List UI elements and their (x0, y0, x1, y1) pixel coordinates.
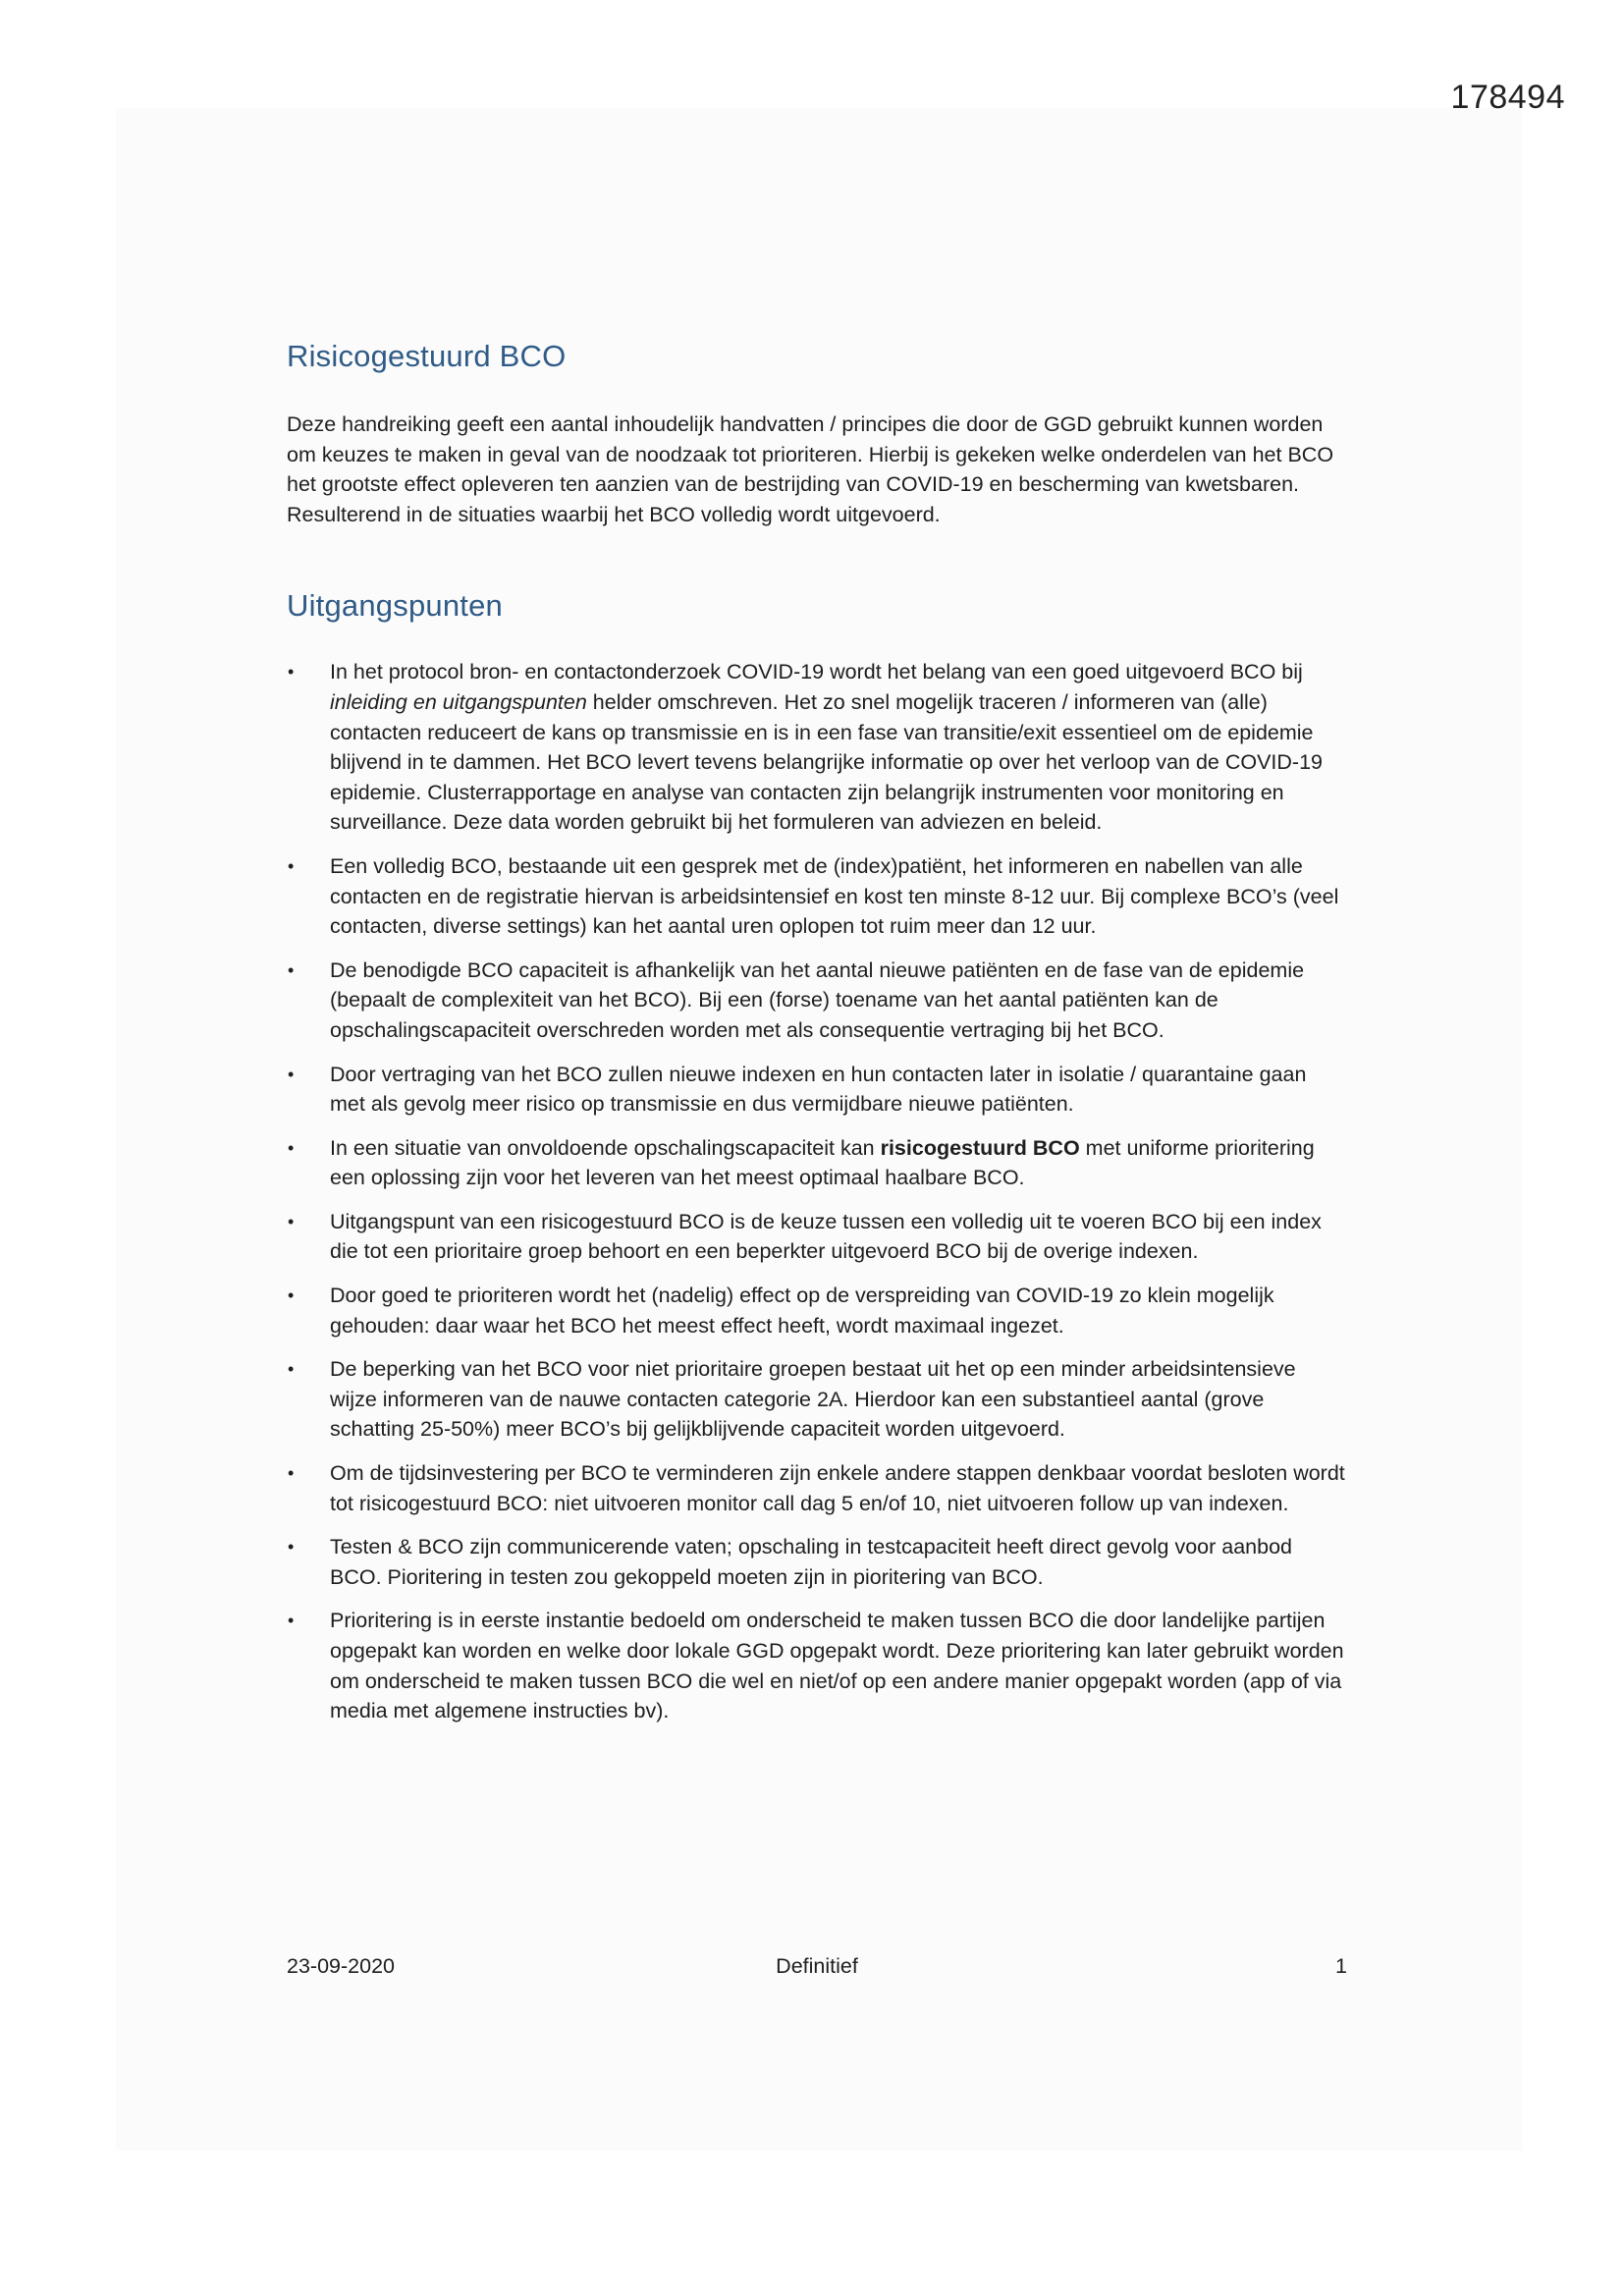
bullet-text: Een volledig BCO, bestaande uit een gesprek met de (index)patiënt, het informeren en nabellen van alle contacten en de registratie hiervan is arbeidsintensief en kost ten minste 8-12 uur. Bij complexe BCO’s (veel contacten, diverse settings) kan het aantal uren oplopen tot ruim meer dan 12 uur. (330, 853, 1339, 939)
bullet-text: In een situatie van onvoldoende opschalingscapaciteit kan (330, 1135, 881, 1160)
bullet-text: Testen & BCO zijn communicerende vaten; opschaling in testcapaciteit heeft direct gevolg voor aanbod BCO. Pioritering in testen zou gekoppeld moeten zijn in pioritering van BCO. (330, 1535, 1293, 1589)
footer-status: Definitief (776, 1954, 858, 1978)
bullet-icon: • (288, 1611, 295, 1631)
footer-date: 23-09-2020 (287, 1954, 395, 1978)
heading-risicogestuurd-bco: Risicogestuurd BCO (287, 339, 567, 373)
list-item (287, 956, 1347, 1046)
list-item (287, 1133, 1347, 1193)
bullet-icon: • (288, 1537, 295, 1558)
document-id: 178494 (1450, 79, 1565, 116)
list-item (287, 1354, 1347, 1445)
bullet-icon: • (288, 1285, 295, 1306)
bullet-icon: • (288, 1137, 295, 1158)
bullet-text: Door goed te prioriteren wordt het (nadelig) effect op de verspreiding van COVID-19 zo klein mogelijk gehouden: daar waar het BCO het meest effect heeft, wordt maximaal ingezet. (330, 1284, 1274, 1338)
bullet-icon: • (288, 662, 295, 683)
list-item (287, 851, 1347, 942)
bullet-text: met uniforme prioritering een oplossing zijn voor het leveren van het meest optimaal haalbare BCO. (330, 1135, 1315, 1190)
list-item (287, 1060, 1347, 1120)
list-item (287, 1281, 1347, 1340)
bullet-text: Prioritering is in eerste instantie bedoeld om onderscheid te maken tussen BCO die door landelijke partijen opgepakt kan worden en welke door lokale GGD opgepakt wordt. Deze prioritering kan later gebruikt worden om onderscheid te maken tussen BCO die wel en niet/of op een andere manier opgepakt worden (app of via media met algemene instructies bv). (330, 1609, 1344, 1723)
bullet-text: Door vertraging van het BCO zullen nieuwe indexen en hun contacten later in isolatie / quarantaine gaan met als gevolg meer risico op transmissie en dus vermijdbare nieuwe patiënten. (330, 1062, 1307, 1117)
bullet-emphasis: inleiding en uitgangspunten (330, 689, 587, 714)
bullet-list (287, 657, 1347, 1725)
intro-paragraph: Deze handreiking geeft een aantal inhoudelijk handvatten / principes die door de GGD gebruikt kunnen worden om keuzes te maken in geval van de noodzaak tot prioriteren. Hierbij is gekeken welke onderdelen van het BCO het grootste effect opleveren ten aanzien van de bestrijding van COVID-19 en bescherming van kwetsbaren. Resulterend in de situaties waarbij het BCO volledig wordt uitgevoerd. (287, 412, 1334, 526)
list-item (287, 657, 1347, 838)
bullet-text: Om de tijdsinvestering per BCO te verminderen zijn enkele andere stappen denkbaar voordat besloten wordt tot risicogestuurd BCO: niet uitvoeren monitor call dag 5 en/of 10, niet uitvoeren follow up van indexen. (330, 1461, 1345, 1515)
bullet-icon: • (288, 959, 295, 980)
bullet-icon: • (288, 1359, 295, 1380)
bullet-text: Uitgangspunt van een risicogestuurd BCO is de keuze tussen een volledig uit te voeren BCO bij een index die tot een prioritaire groep behoort en een beperkter uitgevoerd BCO bij de overige indexen. (330, 1209, 1322, 1264)
footer-page-number: 1 (1335, 1954, 1347, 1978)
bullet-icon: • (288, 1463, 295, 1484)
list-item (287, 1532, 1347, 1592)
bullet-icon: • (288, 855, 295, 876)
bullet-text: De benodigde BCO capaciteit is afhankelijk van het aantal nieuwe patiënten en de fase van de epidemie (bepaalt de complexiteit van het BCO). Bij een (forse) toename van het aantal patiënten kan de opschalingscapaciteit overschreden worden met als consequentie vertraging bij het BCO. (330, 957, 1305, 1042)
bullet-text: In het protocol bron- en contactonderzoek COVID-19 wordt het belang van een goed uitgevoerd BCO bij (330, 660, 1303, 684)
bullet-text: helder omschreven. Het zo snel mogelijk traceren / informeren van (alle) contacten reduceert de kans op transmissie en is in een fase van transitie/exit essentieel om de epidemie blijvend in te dammen. Het BCO levert tevens belangrijke informatie op over het verloop van de COVID-19 epidemie. Clusterrapportage en analyse van contacten zijn belangrijk instrumenten voor monitoring en surveillance. Deze data worden gebruikt bij het formuleren van adviezen en beleid. (330, 689, 1324, 835)
bullet-icon: • (288, 1211, 295, 1231)
list-item (287, 1606, 1347, 1725)
bullet-strong: risicogestuurd BCO (880, 1135, 1080, 1160)
list-item (287, 1458, 1347, 1518)
bullet-icon: • (288, 1064, 295, 1084)
heading-uitgangspunten: Uitgangspunten (287, 588, 503, 624)
bullet-text: De beperking van het BCO voor niet prioritaire groepen bestaat uit het op een minder arbeidsintensieve wijze informeren van de nauwe contacten categorie 2A. Hierdoor kan een substantieel aantal (grove schatting 25-50%) meer BCO’s bij gelijkblijvende capaciteit worden uitgevoerd. (330, 1357, 1296, 1442)
document-body (287, 339, 1347, 1740)
list-item (287, 1207, 1347, 1267)
